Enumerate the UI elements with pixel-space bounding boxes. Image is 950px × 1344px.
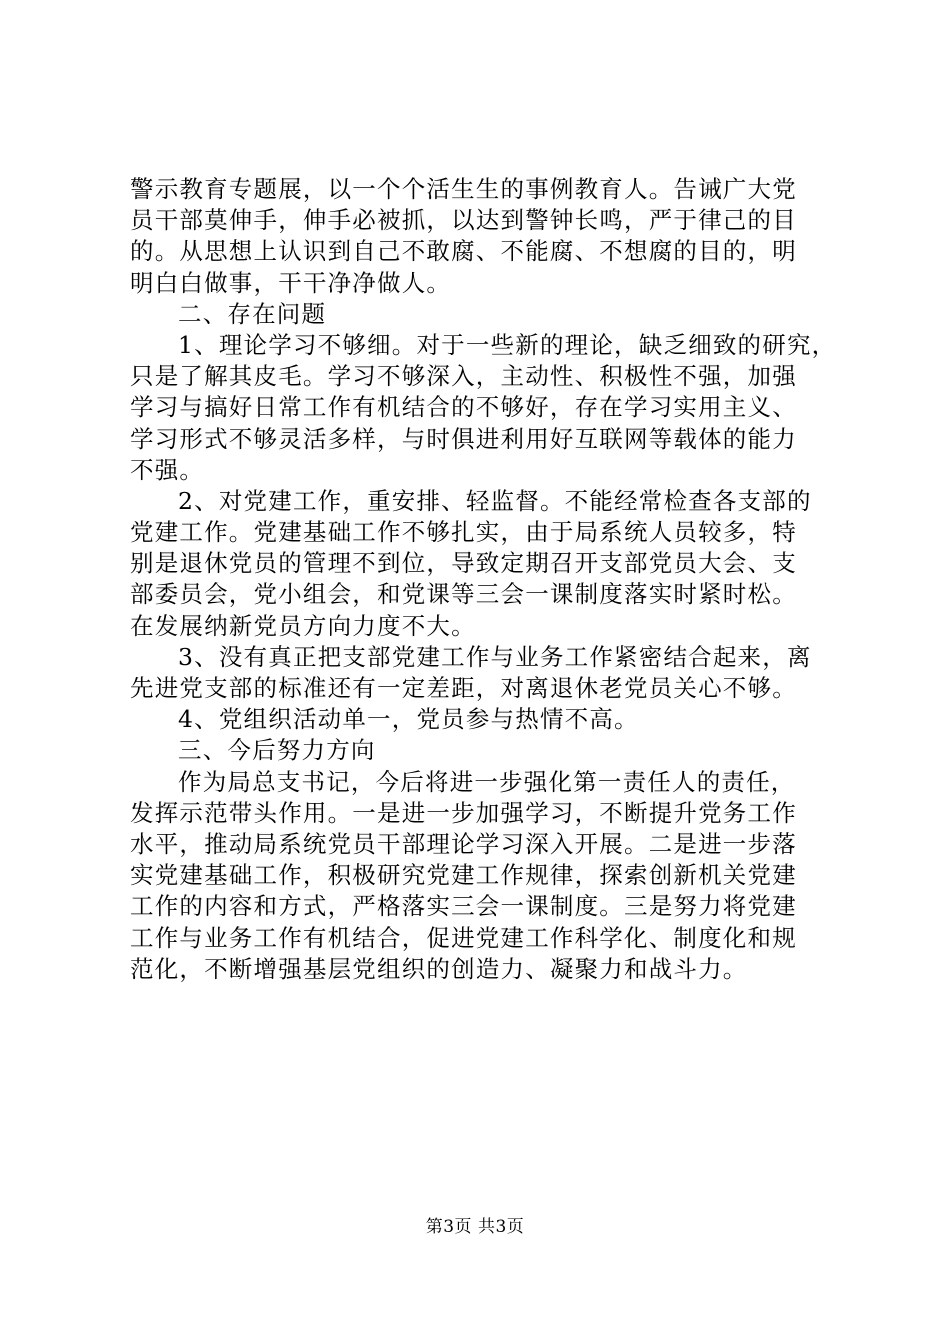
text-line: 不强。 [130,455,205,484]
text-line: 工作的内容和方式，严格落实三会一课制度。三是努力将党建 [130,892,797,921]
text-line: 别是退休党员的管理不到位，导致定期召开支部党员大会、支 [130,549,797,578]
text-line: 水平，推动局系统党员干部理论学习深入开展。二是进一步落 [130,829,797,858]
text-line: 发挥示范带头作用。一是进一步加强学习，不断提升党务工作 [130,798,797,827]
section-heading-problems: 二、存在问题 [178,299,327,328]
text-line: 实党建基础工作，积极研究党建工作规律，探索创新机关党建 [130,861,797,890]
text-line: 1、理论学习不够细。对于一些新的理论，缺乏细致的研究， [178,330,837,359]
text-line: 工作与业务工作有机结合，促进党建工作科学化、制度化和规 [130,923,797,952]
text-line: 部委员会，党小组会，和党课等三会一课制度落实时紧时松。 [130,580,797,609]
text-line: 先进党支部的标准还有一定差距，对离退休老党员关心不够。 [130,674,797,702]
text-line: 党建工作。党建基础工作不够扎实，由于局系统人员较多，特 [130,518,797,547]
text-line: 警示教育专题展，以一个个活生生的事例教育人。告诫广大党 [130,175,797,203]
text-line: 员干部莫伸手，伸手必被抓，以达到警钟长鸣，严于律己的目 [130,206,797,235]
text-line: 明白白做事，干干净净做人。 [130,268,452,297]
text-line: 4、党组织活动单一，党员参与热情不高。 [178,705,639,734]
text-line: 2、对党建工作，重安排、轻监督。不能经常检查各支部的 [178,486,812,515]
text-line: 学习与搞好日常工作有机结合的不够好，存在学习实用主义、 [130,393,797,422]
text-line: 在发展纳新党员方向力度不大。 [130,611,476,640]
text-line: 范化，不断增强基层党组织的创造力、凝聚力和战斗力。 [130,954,748,983]
document-body [130,174,850,985]
text-line: 只是了解其皮毛。学习不够深入，主动性、积极性不强，加强 [130,362,797,391]
page-number-footer: 第3页 共3页 [425,1217,525,1237]
section-heading-directions: 三、今后努力方向 [178,736,376,765]
text-line: 3、没有真正把支部党建工作与业务工作紧密结合起来，离 [178,642,812,671]
text-line: 的。从思想上认识到自己不敢腐、不能腐、不想腐的目的，明 [130,237,797,266]
text-line: 学习形式不够灵活多样，与时俱进利用好互联网等载体的能力 [130,424,797,453]
text-line: 作为局总支书记，今后将进一步强化第一责任人的责任， [178,767,796,796]
